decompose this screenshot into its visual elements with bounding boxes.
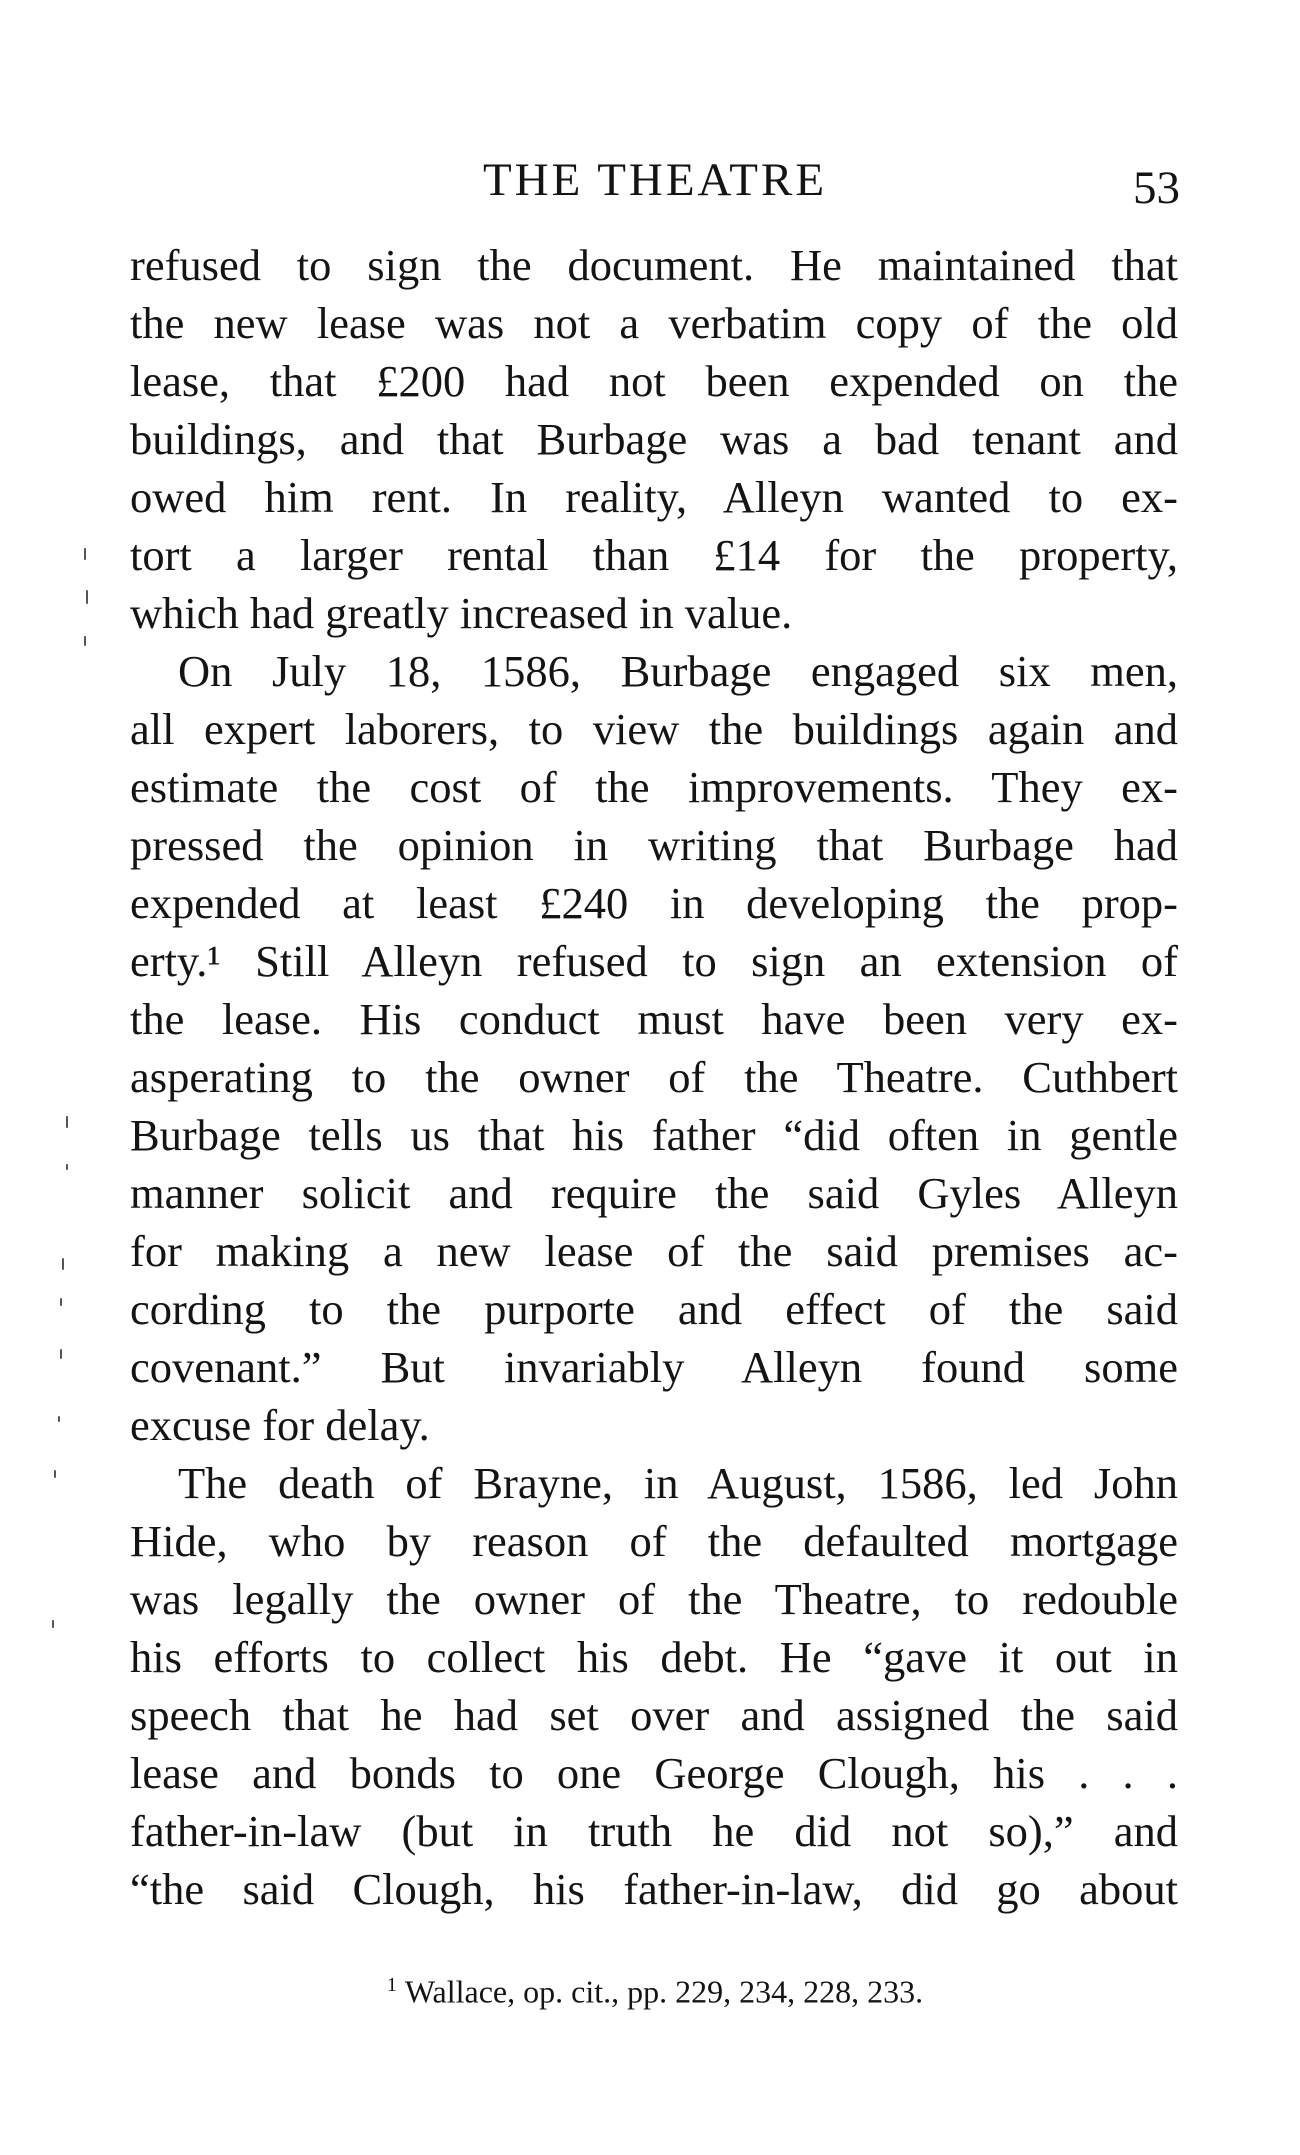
text-line: was legally the owner of the Theatre, to redouble xyxy=(130,1574,1178,1624)
text-line: which had greatly increased in value. xyxy=(130,588,793,638)
text-line: refused to sign the document. He maintained that xyxy=(130,240,1178,290)
text-line: lease and bonds to one George Clough, his . . . xyxy=(130,1748,1178,1798)
text-line: asperating to the owner of the Theatre. Cuthbert xyxy=(130,1052,1178,1102)
scan-mark xyxy=(58,1416,60,1422)
text-line: manner solicit and require the said Gyles Alleyn xyxy=(130,1168,1178,1218)
text-line: covenant.” But invariably Alleyn found some xyxy=(130,1342,1178,1392)
footnote-marker: 1 xyxy=(386,1974,397,1996)
scan-mark xyxy=(66,1116,68,1128)
text-line: buildings, and that Burbage was a bad tenant and xyxy=(130,414,1178,464)
text-line: his efforts to collect his debt. He “gave it out in xyxy=(130,1632,1178,1682)
text-line: pressed the opinion in writing that Burbage had xyxy=(130,820,1178,870)
text-line: excuse for delay. xyxy=(130,1400,430,1450)
scan-mark xyxy=(60,1298,62,1306)
text-line: estimate the cost of the improvements. They ex- xyxy=(130,762,1178,812)
text-line: Burbage tells us that his father “did often in gentle xyxy=(130,1110,1178,1160)
text-line: tort a larger rental than £14 for the property, xyxy=(130,530,1178,580)
scan-mark xyxy=(66,1164,68,1170)
footnote-text: Wallace, op. cit., pp. 229, 234, 228, 233. xyxy=(404,1973,924,2010)
running-title: THE THEATRE xyxy=(482,154,828,206)
text-line: owed him rent. In reality, Alleyn wanted to ex- xyxy=(130,472,1178,522)
text-line: the lease. His conduct must have been very ex- xyxy=(130,994,1178,1044)
text-line: On July 18, 1586, Burbage engaged six men, xyxy=(178,646,1178,696)
text-line: erty.¹ Still Alleyn refused to sign an extension of xyxy=(130,936,1178,986)
scan-mark xyxy=(52,1620,54,1628)
running-head xyxy=(130,150,1180,214)
text-line: father-in-law (but in truth he did not so),” and xyxy=(130,1806,1178,1856)
text-line: expended at least £240 in developing the prop- xyxy=(130,878,1178,928)
text-line: cording to the purporte and effect of the said xyxy=(130,1284,1178,1334)
text-line: for making a new lease of the said premises ac- xyxy=(130,1226,1178,1276)
text-line: lease, that £200 had not been expended on the xyxy=(130,356,1178,406)
text-line: the new lease was not a verbatim copy of the old xyxy=(130,298,1178,348)
scan-mark xyxy=(60,1349,62,1359)
page-number: 53 xyxy=(1133,162,1180,214)
scan-mark xyxy=(54,1470,56,1478)
scan-mark xyxy=(84,548,86,560)
text-line: The death of Brayne, in August, 1586, led John xyxy=(178,1458,1178,1508)
text-line: “the said Clough, his father-in-law, did go about xyxy=(130,1864,1178,1914)
footnote xyxy=(130,1963,1180,2014)
scan-mark xyxy=(86,590,88,604)
text-line: Hide, who by reason of the defaulted mortgage xyxy=(130,1516,1178,1566)
text-line: speech that he had set over and assigned the said xyxy=(130,1690,1178,1740)
scan-mark xyxy=(62,1258,64,1270)
text-line: all expert laborers, to view the buildings again and xyxy=(130,704,1178,754)
scan-mark xyxy=(84,636,86,646)
